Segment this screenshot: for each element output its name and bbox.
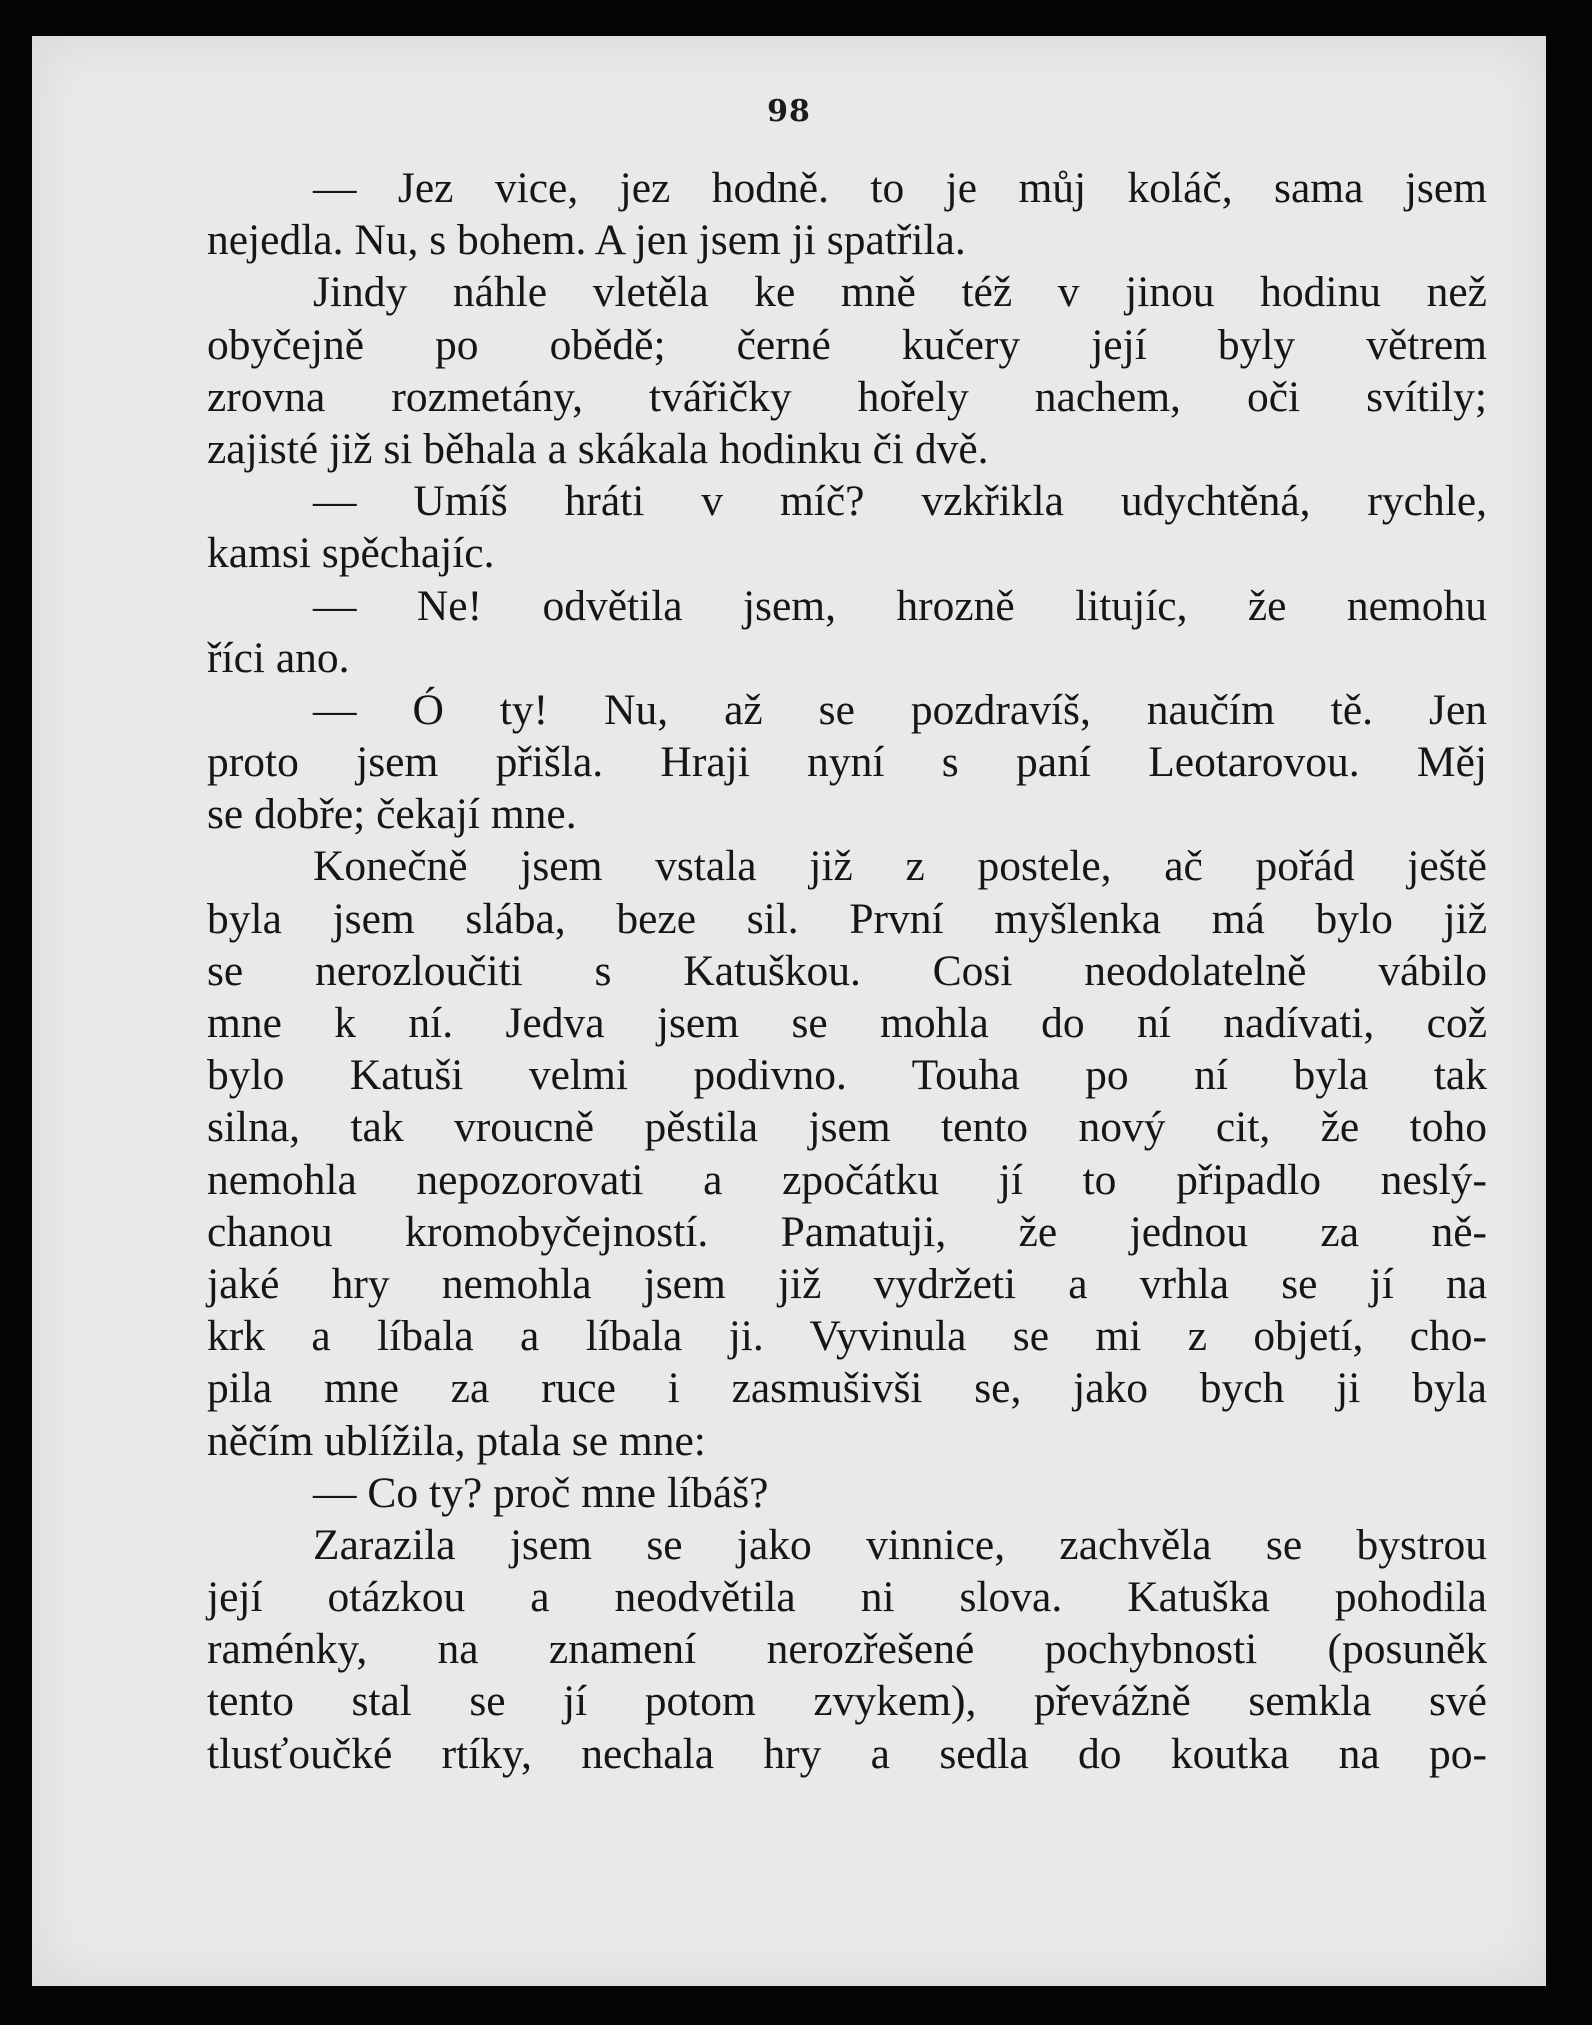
text-line: raménky, na znamení nerozřešené pochybnosti (posuněk <box>207 1625 1487 1674</box>
text-line: její otázkou a neodvětila ni slova. Katuška pohodila <box>207 1573 1487 1622</box>
text-line: něčím ublížila, ptala se mne: <box>207 1416 706 1465</box>
text-line: Zarazila jsem se jako vinnice, zachvěla se bystrou <box>313 1520 1487 1569</box>
text-line: chanou kromobyčejností. Pamatuji, že jednou za ně- <box>207 1207 1487 1256</box>
text-line: tento stal se jí potom zvykem), převážně semkla své <box>207 1677 1487 1726</box>
text-line: silna, tak vroucně pěstila jsem tento nový cit, že toho <box>207 1103 1487 1152</box>
text-line: — Jez vice, jez hodně. to je můj koláč, sama jsem <box>313 164 1487 212</box>
text-line: se nerozloučiti s Katuškou. Cosi neodolatelně vábilo <box>207 946 1487 995</box>
text-line: byla jsem slába, beze sil. První myšlenka má bylo již <box>207 894 1487 943</box>
text-line: krk a líbala a líbala ji. Vyvinula se mi z objetí, cho- <box>207 1312 1487 1361</box>
text-line: obyčejně po obědě; černé kučery její byly větrem <box>207 320 1487 369</box>
text-line: Jindy náhle vletěla ke mně též v jinou hodinu než <box>313 268 1487 317</box>
text-line: zrovna rozmetány, tvářičky hořely nachem, oči svítily; <box>207 372 1487 421</box>
page-number: 98 <box>767 94 811 129</box>
text-line: jaké hry nemohla jsem již vydržeti a vrhla se jí na <box>207 1259 1487 1308</box>
body-text <box>207 162 1487 1780</box>
text-line: — Ó ty! Nu, až se pozdravíš, naučím tě. Jen <box>313 685 1487 734</box>
text-line: — Ne! odvětila jsem, hrozně litujíc, že nemohu <box>313 581 1487 630</box>
text-line: Konečně jsem vstala již z postele, ač pořád ještě <box>313 842 1487 891</box>
text-line: nejedla. Nu, s bohem. A jen jsem ji spatřila. <box>207 216 966 265</box>
text-line: pila mne za ruce i zasmušivši se, jako bych ji byla <box>207 1364 1487 1413</box>
text-line: nemohla nepozorovati a zpočátku jí to připadlo neslý- <box>207 1155 1487 1204</box>
text-line: — Umíš hráti v míč? vzkřikla udychtěná, rychle, <box>313 477 1487 526</box>
text-line: — Co ty? proč mne líbáš? <box>313 1468 769 1517</box>
text-line: proto jsem přišla. Hraji nyní s paní Leotarovou. Měj <box>207 738 1487 787</box>
text-line: se dobře; čekají mne. <box>207 790 577 839</box>
text-line: kamsi spěchajíc. <box>207 529 495 578</box>
text-line: tlusťoučké rtíky, nechala hry a sedla do koutka na po- <box>207 1729 1487 1778</box>
text-line: bylo Katuši velmi podivno. Touha po ní byla tak <box>207 1051 1487 1100</box>
text-line: říci ano. <box>207 633 350 682</box>
text-line: zajisté již si běhala a skákala hodinku či dvě. <box>207 424 989 473</box>
book-page <box>32 36 1546 1986</box>
text-line: mne k ní. Jedva jsem se mohla do ní nadívati, což <box>207 999 1487 1047</box>
